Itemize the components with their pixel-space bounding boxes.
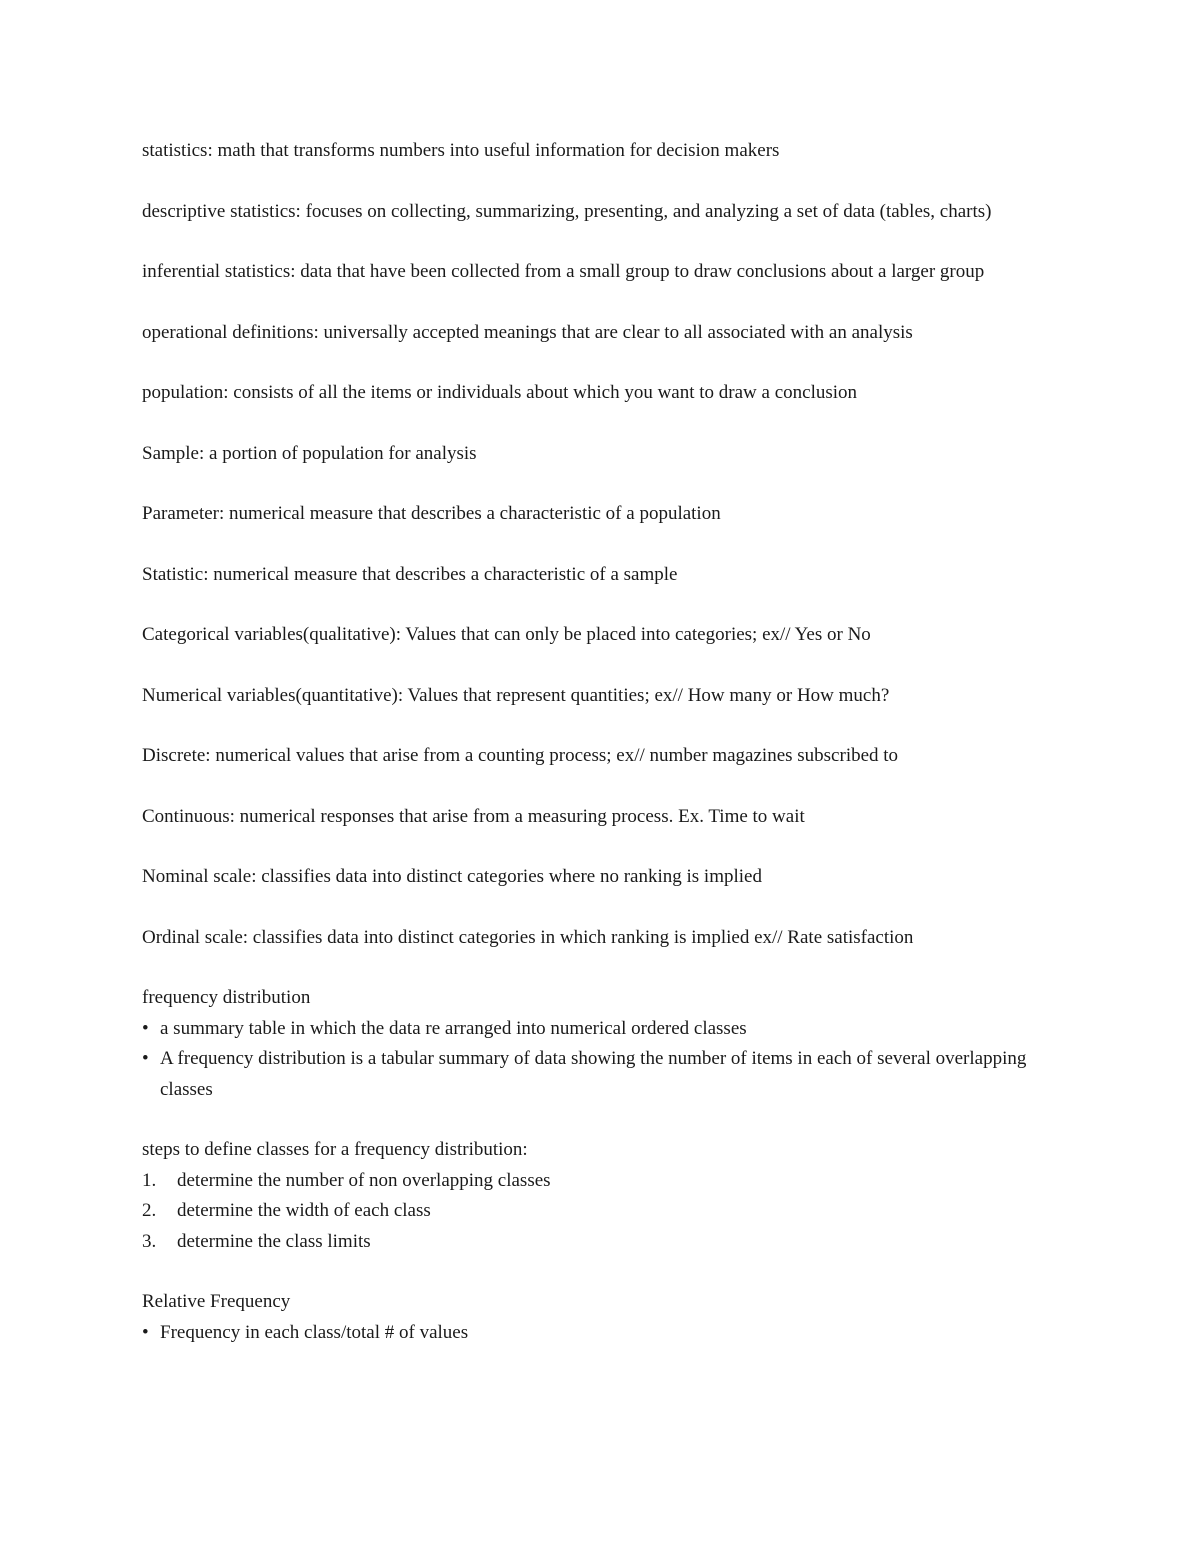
section-title-steps: steps to define classes for a frequency distribution:: [142, 1139, 528, 1160]
section-title-relative-frequency: Relative Frequency: [142, 1291, 291, 1312]
definition-inferential-statistics: inferential statistics: data that have been collected from a small group to draw conclusions about a larger group: [142, 261, 985, 282]
bullet-icon: •: [142, 1321, 149, 1343]
definition-nominal-scale: Nominal scale: classifies data into distinct categories where no ranking is implied: [142, 866, 762, 887]
list-item-text: A frequency distribution is a tabular summary of data showing the number of items in each of several overlapping classes: [160, 1048, 1027, 1100]
list-item: [142, 1196, 1062, 1227]
relative-frequency-section: [142, 1287, 1062, 1348]
list-item: [142, 1044, 1062, 1105]
list-item-text: determine the number of non overlapping classes: [177, 1169, 551, 1191]
list-item-text: Frequency in each class/total # of values: [160, 1321, 469, 1343]
definition-discrete: Discrete: numerical values that arise from a counting process; ex// number magazines subscribed to: [142, 745, 899, 766]
definition-ordinal-scale: Ordinal scale: classifies data into distinct categories in which ranking is implied ex// Rate satisfaction: [142, 926, 914, 948]
definition-continuous: Continuous: numerical responses that arise from a measuring process. Ex. Time to wait: [142, 805, 805, 827]
section-title-frequency-distribution: frequency distribution: [142, 987, 311, 1008]
list-item: [142, 1318, 1062, 1349]
frequency-distribution-section: [142, 983, 1062, 1105]
class-steps-list: [142, 1166, 1062, 1258]
definition-operational-definitions: operational definitions: universally accepted meanings that are clear to all associated with an analysis: [142, 321, 913, 343]
step-number: 2.: [142, 1200, 157, 1221]
list-item: [142, 1166, 1062, 1197]
definition-descriptive-statistics: descriptive statistics: focuses on collecting, summarizing, presenting, and analyzing a set of data (tables, charts): [142, 200, 992, 222]
definition-population: population: consists of all the items or individuals about which you want to draw a conclusion: [142, 382, 858, 403]
bullet-icon: •: [142, 1048, 149, 1069]
relative-frequency-list: [142, 1318, 1062, 1349]
definition-numerical-variables: Numerical variables(quantitative): Values that represent quantities; ex// How many or How much?: [142, 684, 890, 706]
step-number: 3.: [142, 1230, 157, 1252]
list-item-text: a summary table in which the data re arranged into numerical ordered classes: [160, 1017, 747, 1039]
definition-parameter: Parameter: numerical measure that describes a characteristic of a population: [142, 503, 721, 524]
list-item-text: determine the width of each class: [177, 1200, 431, 1221]
definition-categorical-variables: Categorical variables(qualitative): Values that can only be placed into categories; ex// Yes or No: [142, 624, 871, 645]
step-number: 1.: [142, 1169, 157, 1191]
list-item: [142, 1014, 1062, 1045]
definition-statistics: statistics: math that transforms numbers into useful information for decision makers: [142, 140, 780, 161]
list-item-text: determine the class limits: [177, 1230, 371, 1252]
class-steps-section: [142, 1135, 1062, 1257]
document-body: [142, 136, 1062, 1378]
frequency-distribution-list: [142, 1014, 1062, 1106]
bullet-icon: •: [142, 1017, 149, 1039]
list-item: [142, 1227, 1062, 1258]
definition-sample: Sample: a portion of population for analysis: [142, 442, 477, 464]
definition-statistic: Statistic: numerical measure that describes a characteristic of a sample: [142, 563, 678, 585]
